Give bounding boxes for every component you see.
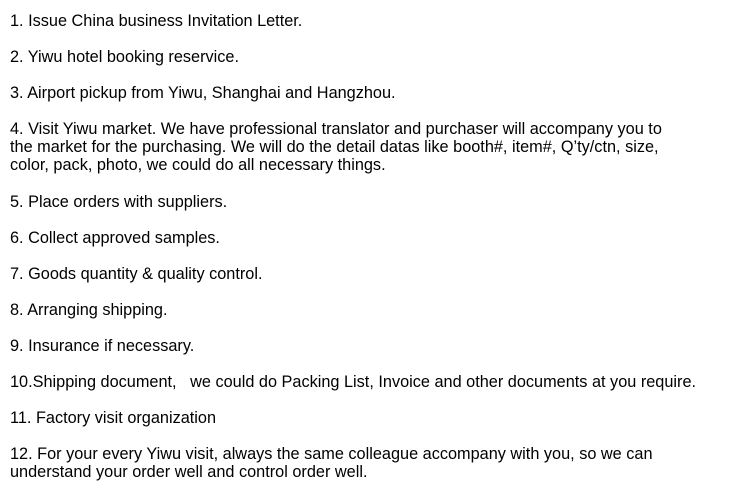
list-item-8-line-1: 8. Arranging shipping. xyxy=(10,301,168,319)
list-item-5 xyxy=(10,193,746,211)
list-item-4-line-1: 4. Visit Yiwu market. We have professional translator and purchaser will accompany you to xyxy=(10,120,662,138)
list-item-7-line-1: 7. Goods quantity & quality control. xyxy=(10,265,263,283)
list-item-12-line-2: understand your order well and control order well. xyxy=(10,463,368,481)
list-item-6 xyxy=(10,229,746,247)
list-item-10-line-1: 10.Shipping document, we could do Packing List, Invoice and other documents at you require. xyxy=(10,373,697,391)
list-item-2-line-1: 2. Yiwu hotel booking reservice. xyxy=(10,48,239,66)
list-item-7 xyxy=(10,265,746,283)
list-item-12-line-1: 12. For your every Yiwu visit, always the same colleague accompany with you, so we can xyxy=(10,445,653,463)
list-item-3 xyxy=(10,84,746,102)
list-item-10 xyxy=(10,373,746,391)
list-item-3-line-1: 3. Airport pickup from Yiwu, Shanghai and Hangzhou. xyxy=(10,84,396,102)
list-item-8 xyxy=(10,301,746,319)
list-item-4 xyxy=(10,120,746,174)
list-item-12 xyxy=(10,445,746,481)
list-item-4-line-3: color, pack, photo, we could do all necessary things. xyxy=(10,156,386,174)
list-item-1-line-1: 1. Issue China business Invitation Letter. xyxy=(10,12,303,30)
list-item-11-line-1: 11. Factory visit organization xyxy=(10,409,217,427)
list-item-1 xyxy=(10,12,746,30)
list-item-5-line-1: 5. Place orders with suppliers. xyxy=(10,193,228,211)
list-item-6-line-1: 6. Collect approved samples. xyxy=(10,229,220,247)
list-item-9 xyxy=(10,337,746,355)
list-item-9-line-1: 9. Insurance if necessary. xyxy=(10,337,195,355)
list-item-2 xyxy=(10,48,746,66)
list-item-4-line-2: the market for the purchasing. We will do the detail datas like booth#, item#, Q’ty/ctn, size, xyxy=(10,138,659,156)
list-item-11 xyxy=(10,409,746,427)
